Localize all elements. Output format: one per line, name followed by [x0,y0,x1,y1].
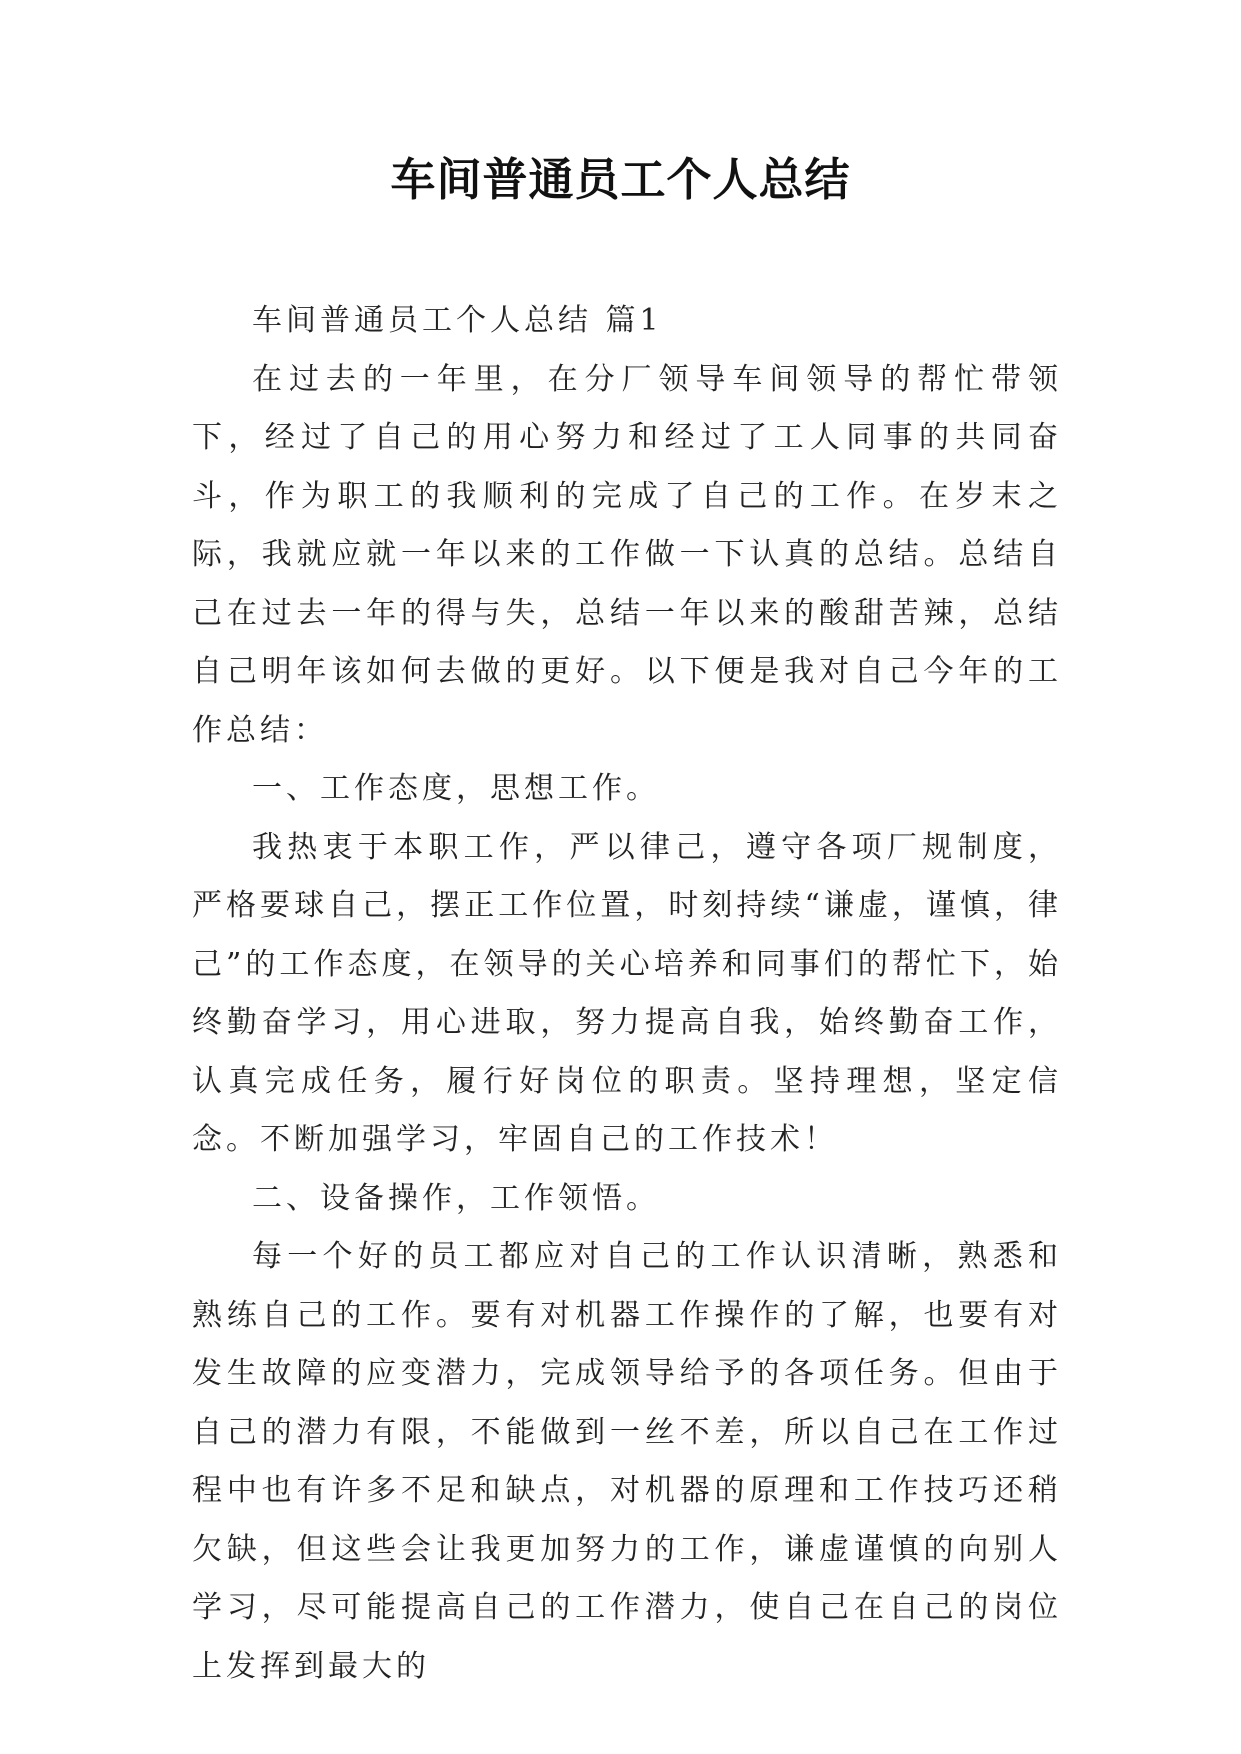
document-title: 车间普通员工个人总结 [390,153,851,206]
subheading: 二、设备操作，工作领悟。 [252,1180,660,1216]
document-body [192,292,1062,1696]
section-heading: 车间普通员工个人总结 篇1 [252,303,663,338]
paragraph: 在过去的一年里，在分厂领导车间领导的帮忙带领下，经过了自己的用心努力和经过了工人同事的共同奋斗，作为职工的我顺利的完成了自己的工作。在岁末之际，我就应就一年以来的工作做一下认真的总结。总结自己在过去一年的得与失，总结一年以来的酸甜苦辣，总结自己明年该如何去做的更好。以下便是我对自己今年的工作总结： [192,361,1062,748]
paragraph: 我热衷于本职工作，严以律己，遵守各项厂规制度，严格要球自己，摆正工作位置，时刻持续“谦虚，谨慎，律己”的工作态度，在领导的关心培养和同事们的帮忙下，始终勤奋学习，用心进取，努力提高自我，始终勤奋工作，认真完成任务，履行好岗位的职责。坚持理想，坚定信念。不断加强学习，牢固自己的工作技术！ [192,829,1062,1157]
paragraph: 每一个好的员工都应对自己的工作认识清晰，熟悉和熟练自己的工作。要有对机器工作操作的了解，也要有对发生故障的应变潜力，完成领导给予的各项任务。但由于自己的潜力有限，不能做到一丝不差，所以自己在工作过程中也有许多不足和缺点，对机器的原理和工作技巧还稍欠缺，但这些会让我更加努力的工作，谦虚谨慎的向别人学习，尽可能提高自己的工作潜力，使自己在自己的岗位上发挥到最大的 [192,1239,1062,1684]
subheading: 一、工作态度，思想工作。 [252,771,660,806]
